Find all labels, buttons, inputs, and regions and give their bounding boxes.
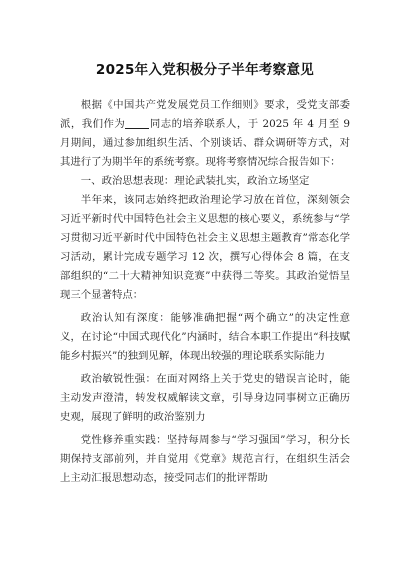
intro-text-part1: 根据《中国共产党发展党员工作细则》要求，受党支部委派，我们作为 — [60, 99, 350, 130]
name-blank — [125, 118, 149, 129]
section-heading: 一、政治思想表现：理论武装扎实，政治立场坚定 — [80, 175, 310, 187]
document-title: 2025年入党积极分子半年考察意见 — [95, 62, 315, 78]
point-paragraph-2: 政治敏锐性强：在面对网络上关于党史的错误言论时，能主动发声澄清，转发权威解读文章，引导身边同事树立正确历史观，展现了鲜明的政治鉴别力 — [60, 373, 350, 423]
section-body-paragraph: 半年来，该同志始终把政治理论学习放在首位，深刻领会习近平新时代中国特色社会主义思想的核心要义，系统参与“学习贯彻习近平新时代中国特色社会主义思想主题教育”常态化学习活动，累计完成专题学习 12 次，撰写心得体会 8 篇，在支部组织的“二十大精神知识竞赛”中获得二等奖。其政治觉悟呈现三个显著特点： — [60, 194, 350, 301]
document-body — [60, 96, 350, 488]
point-paragraph-1: 政治认知有深度：能够准确把握“两个确立”的决定性意义，在讨论“中国式现代化”内涵时，结合本职工作提出“科技赋能乡村振兴”的独到见解，体现出较强的理论联系实际能力 — [60, 312, 350, 362]
intro-text-part2: 同志的培养联系人，于 2025 年 4 月至 9 月期间，通过参加组织生活、个别谈话、群众调研等方式，对其进行了为期半年的系统考察。现将考察情况综合报告如下： — [60, 118, 351, 168]
point-paragraph-3: 党性修养重实践：坚持每周参与“学习强国”学习，积分长期保持支部前列，并自觉用《党章》规范言行，在组织生活会上主动汇报思想动态，接受同志们的批评帮助 — [60, 434, 350, 484]
intro-paragraph — [60, 96, 350, 172]
